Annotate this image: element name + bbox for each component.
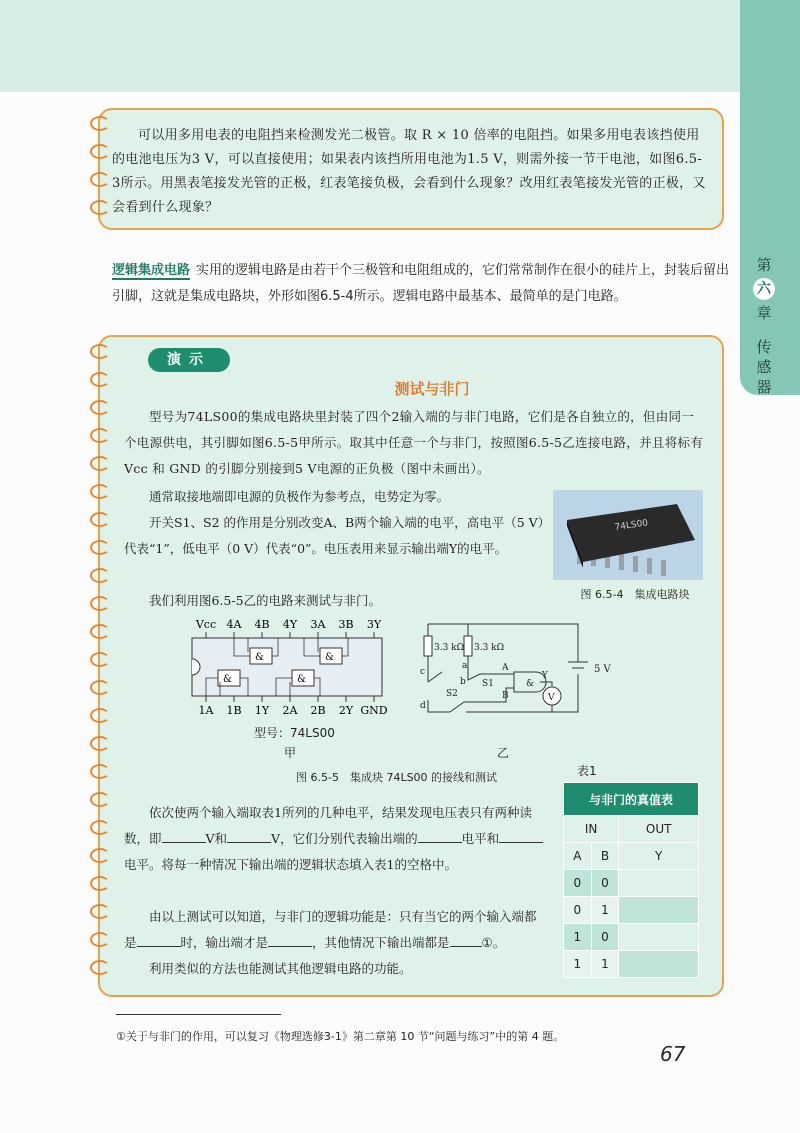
subfigure-label: 乙 xyxy=(497,746,510,760)
spiral-ring xyxy=(90,792,110,807)
spiral-ring xyxy=(90,568,110,583)
chip-marking: 74LS00 xyxy=(614,518,649,533)
table-label: 表1 xyxy=(577,764,597,778)
spiral-ring xyxy=(90,736,110,751)
header-band xyxy=(0,0,740,92)
body-paragraph xyxy=(112,258,732,310)
keyword: 逻辑集成电路 xyxy=(112,263,191,278)
node-label: c xyxy=(420,667,426,677)
spiral-ring xyxy=(90,344,110,359)
figure-caption: 图 6.5-4 集成电路块 xyxy=(580,588,690,601)
resistor-label: 3.3 kΩ xyxy=(434,643,465,653)
demo-paragraph: 型号为74LS00的集成电路块里封装了四个2输入端的与非门电路，它们是各自独立的，但由同一个电源供电，其引脚如图6.5-5甲所示。取其中任意一个与非门，按照图6.5-5乙连接电路，并且将标有 Vcc 和 GND 的引脚分别接到5 V电源的正负极（图中未画出）。 xyxy=(124,409,704,476)
voltmeter-label: V xyxy=(548,693,555,703)
spiral-ring xyxy=(90,512,110,527)
ic-photo xyxy=(553,490,703,580)
pin-label: GND xyxy=(360,704,388,717)
demo-paragraph: 开关S1、S2 的作用是分别改变A、B两个输入端的电平，高电平（5 V）代表“1”，低电平（0 V）代表“0”。电压表用来显示输出端Y的电平。 xyxy=(124,515,544,556)
node-label: a xyxy=(462,661,468,671)
chapter-name-char: 传 xyxy=(756,338,772,356)
subfigure-label: 甲 xyxy=(284,746,297,760)
table-row: 1 0 xyxy=(564,924,699,951)
pin-label: 1A xyxy=(198,704,214,717)
table-row: 0 0 xyxy=(564,870,699,897)
spiral-ring xyxy=(90,680,110,695)
table-row: 0 1 xyxy=(564,897,699,924)
figure-caption: 图 6.5-5 集成块 74LS00 的接线和测试 xyxy=(296,771,498,784)
spiral-binding xyxy=(90,338,110,988)
pin-label: 2Y xyxy=(338,704,354,717)
gate-symbol: & xyxy=(223,674,232,685)
spiral-ring xyxy=(90,820,110,835)
demo-paragraph: 利用类似的方法也能测试其他逻辑电路的功能。 xyxy=(149,961,412,976)
pin-label: 4A xyxy=(226,618,242,631)
pin-label: 4Y xyxy=(282,618,298,631)
pin-label: Vcc xyxy=(195,618,217,631)
chapter-number: 六 xyxy=(753,278,775,300)
pin-label: 3B xyxy=(338,618,354,631)
demo-paragraph: 依次使两个输入端取表1所列的几种电平，结果发现电压表只有两种读数，即 V和 V，它们分别代表输出端的 电平和电平。将每一种情况下输出端的逻辑状态填入表1的空格中。 xyxy=(124,800,544,878)
spiral-ring xyxy=(90,876,110,891)
gate-symbol: & xyxy=(255,652,264,663)
column-header: B xyxy=(591,843,619,870)
spiral-ring xyxy=(90,400,110,415)
spiral-binding xyxy=(90,112,110,222)
node-label: d xyxy=(420,701,426,711)
ic-chip-illustration xyxy=(553,490,703,580)
spiral-ring xyxy=(90,932,110,947)
pinout-diagram xyxy=(192,618,388,717)
demo-tag: 演示 xyxy=(148,348,230,372)
chapter-name-char: 器 xyxy=(756,378,772,396)
spiral-ring xyxy=(90,484,110,499)
pin-label: 2A xyxy=(282,704,298,717)
gate-symbol: & xyxy=(325,652,334,663)
activity-text: 可以用多用电表的电阻挡来检测发光二极管。取 R × 10 倍率的电阻挡。如果多用电表该挡使用的电池电压为3 V，可以直接使用；如果表内该挡所用电池为1.5 V，则需外接一节干电池，如图6.5-3所示。用黑表笔接发光管的正极，红表笔接负极，会看到什么现象？改用红表笔接发光管的正极，又会看到什么现象？ xyxy=(112,128,706,215)
demo-paragraph: 我们利用图6.5-5乙的电路来测试与非门。 xyxy=(149,593,382,608)
output-cell-blank[interactable] xyxy=(619,897,699,924)
demo-paragraph: 由以上测试可以知道，与非门的逻辑功能是：只有当它的两个输入端都是 时，输出端才是 ，其他情况下输出端都是 ①。 xyxy=(124,909,537,950)
pin-label: 1B xyxy=(226,704,242,717)
column-header: A xyxy=(564,843,592,870)
chapter-char: 第 xyxy=(756,256,772,274)
truth-table xyxy=(563,782,699,978)
pin-label: 4B xyxy=(254,618,270,631)
pin-label: 3Y xyxy=(366,618,382,631)
output-cell-blank[interactable] xyxy=(619,951,699,978)
supply-voltage-label: 5 V xyxy=(594,664,611,675)
node-label: b xyxy=(460,677,466,687)
input-label: B xyxy=(502,691,509,701)
input-label: A xyxy=(502,663,509,673)
pin-label: 1Y xyxy=(254,704,270,717)
table-row: 1 1 xyxy=(564,951,699,978)
spiral-ring xyxy=(90,960,110,975)
spiral-ring xyxy=(90,652,110,667)
resistor-label: 3.3 kΩ xyxy=(474,643,505,653)
output-cell-blank[interactable] xyxy=(619,924,699,951)
model-label: 型号：74LS00 xyxy=(254,726,335,740)
page-number: 67 xyxy=(660,1042,686,1066)
pin-label: 3A xyxy=(310,618,326,631)
switch-label: S2 xyxy=(446,689,458,699)
spiral-ring xyxy=(90,708,110,723)
output-cell-blank[interactable] xyxy=(619,870,699,897)
table-group-header: OUT xyxy=(619,816,699,843)
chapter-char: 章 xyxy=(756,304,772,322)
gate-symbol: & xyxy=(297,674,306,685)
table-title: 与非门的真值表 xyxy=(564,783,699,816)
switch-label: S1 xyxy=(482,679,494,689)
spiral-ring xyxy=(90,372,110,387)
chapter-label xyxy=(749,255,779,397)
spiral-ring xyxy=(90,596,110,611)
gate-symbol: & xyxy=(526,679,535,689)
output-label: Y xyxy=(542,671,548,681)
spiral-ring xyxy=(90,624,110,639)
spiral-ring xyxy=(90,764,110,779)
demo-paragraph: 通常取接地端即电源的负极作为参考点，电势定为零。 xyxy=(149,489,450,504)
spiral-ring xyxy=(90,540,110,555)
chapter-name-char: 感 xyxy=(756,358,772,376)
column-header: Y xyxy=(619,843,699,870)
table-group-header: IN xyxy=(564,816,619,843)
spiral-ring xyxy=(90,904,110,919)
pin-label: 2B xyxy=(310,704,326,717)
wiring-diagram xyxy=(188,612,628,742)
footnote: ①关于与非门的作用，可以复习《物理选修3-1》第二章第 10 节“问题与练习”中的第 4 题。 xyxy=(116,1030,565,1043)
spiral-ring xyxy=(90,428,110,443)
paragraph-text: 实用的逻辑电路是由若干个三极管和电阻组成的，它们常常制作在很小的硅片上，封装后留出引脚，这就是集成电路块，外形如图6.5-4所示。逻辑电路中最基本、最简单的是门电路。 xyxy=(112,263,730,304)
demo-title: 测试与非门 xyxy=(394,380,470,398)
ic-package-outline xyxy=(192,638,382,696)
spiral-ring xyxy=(90,848,110,863)
spiral-ring xyxy=(90,456,110,471)
footnote-rule xyxy=(116,1014,281,1015)
